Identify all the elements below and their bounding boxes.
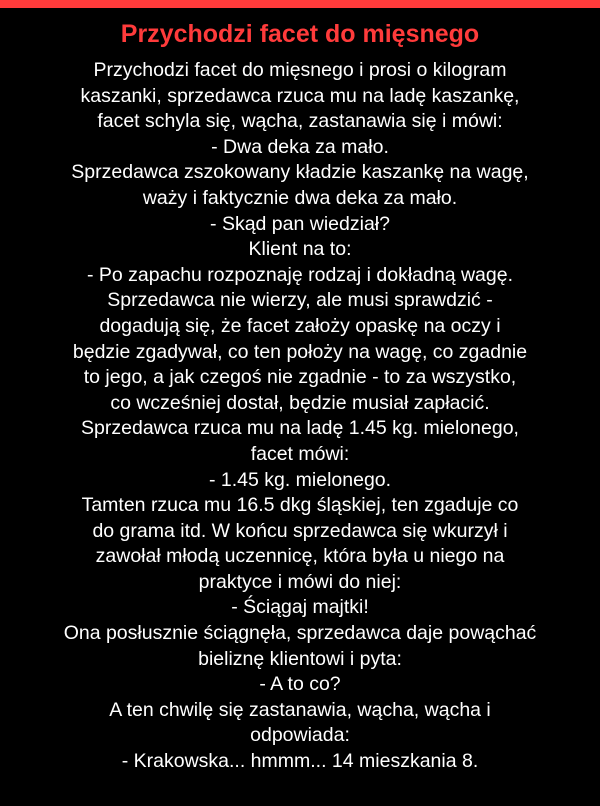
joke-line: to jego, a jak czegoś nie zgadnie - to za wszystko, bbox=[83, 366, 517, 389]
joke-line: - Dwa deka za mało. bbox=[211, 135, 389, 158]
joke-line: będzie zgadywał, co ten położy na wagę, co zgadnie bbox=[72, 340, 528, 363]
joke-line: Sprzedawca nie wierzy, ale musi sprawdzić - bbox=[107, 289, 493, 312]
joke-line: - Po zapachu rozpoznaję rodzaj i dokładną wagę. bbox=[86, 263, 514, 286]
joke-line: praktyce i mówi do niej: bbox=[198, 570, 402, 593]
joke-line: Klient na to: bbox=[248, 238, 352, 261]
joke-line: A ten chwilę się zastanawia, wącha, wącha i bbox=[109, 698, 491, 721]
joke-line: odpowiada: bbox=[250, 724, 350, 747]
joke-line: Ona posłusznie ściągnęła, sprzedawca daje powąchać bbox=[63, 622, 537, 645]
joke-line: - A to co? bbox=[259, 673, 341, 696]
joke-line: waży i faktycznie dwa deka za mało. bbox=[142, 186, 458, 209]
joke-line: do grama itd. W końcu sprzedawca się wkurzył i bbox=[92, 519, 508, 542]
top-accent-stripe bbox=[0, 0, 600, 8]
joke-line: Sprzedawca rzuca mu na ladę 1.45 kg. mielonego, bbox=[81, 417, 519, 440]
joke-line: Przychodzi facet do mięsnego i prosi o kilogram bbox=[93, 59, 507, 81]
joke-line: - Skąd pan wiedział? bbox=[210, 212, 390, 235]
joke-line: - 1.45 kg. mielonego. bbox=[208, 468, 392, 491]
joke-line: bieliznę klientowi i pyta: bbox=[198, 647, 402, 670]
joke-line: facet mówi: bbox=[250, 442, 350, 465]
joke-line: zawołał młodą uczennicę, która była u niego na bbox=[95, 545, 505, 568]
joke-line: - Ściągaj majtki! bbox=[231, 596, 369, 619]
joke-line: - Krakowska... hmmm... 14 mieszkania 8. bbox=[121, 750, 479, 773]
joke-line: Sprzedawca zszokowany kładzie kaszankę na wagę, bbox=[71, 161, 529, 184]
joke-line: Tamten rzuca mu 16.5 dkg śląskiej, ten zgaduje co bbox=[81, 494, 519, 517]
joke-line: co wcześniej dostał, będzie musiał zapłacić. bbox=[110, 391, 490, 414]
joke-line: facet schyla się, wącha, zastanawia się i mówi: bbox=[97, 110, 503, 133]
joke-line: kaszanki, sprzedawca rzuca mu na ladę kaszankę, bbox=[80, 84, 520, 107]
page-title: Przychodzi facet do mięsnego bbox=[120, 20, 480, 48]
joke-text bbox=[14, 58, 586, 775]
joke-line: dogadują się, że facet założy opaskę na oczy i bbox=[99, 314, 501, 337]
